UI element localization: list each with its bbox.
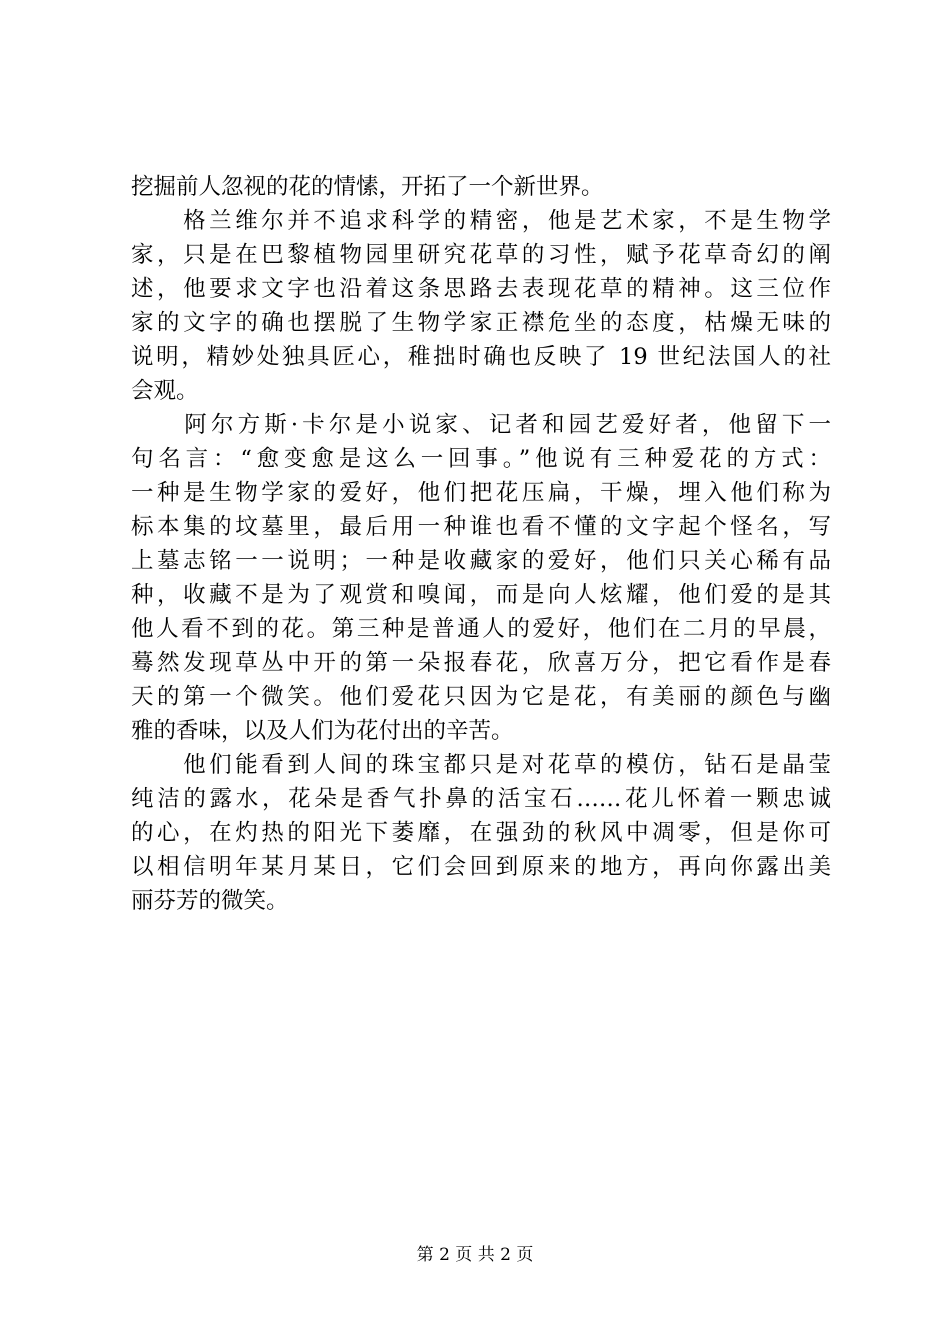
text-line: 家的文字的确也摆脱了生物学家正襟危坐的态度，枯燥无味的 xyxy=(131,310,831,336)
text-line: 蓦然发现草丛中开的第一朵报春花，欣喜万分，把它看作是春 xyxy=(131,650,831,676)
text-line: 标本集的坟墓里，最后用一种谁也看不懂的文字起个怪名，写 xyxy=(131,514,831,540)
page-footer: 第 2 页 共 2 页 xyxy=(416,1245,534,1265)
text-line: 上墓志铭一一说明；一种是收藏家的爱好，他们只关心稀有品 xyxy=(131,548,831,574)
text-line: 格兰维尔并不追求科学的精密，他是艺术家，不是生物学 xyxy=(131,208,831,234)
text-line: 述，他要求文字也沿着这条思路去表现花草的精神。这三位作 xyxy=(131,276,831,302)
text-line: 纯洁的露水，花朵是香气扑鼻的活宝石……花儿怀着一颗忠诚 xyxy=(131,786,831,812)
text-line: 以相信明年某月某日，它们会回到原来的地方，再向你露出美 xyxy=(131,854,831,880)
text-line: 会观。 xyxy=(131,378,199,404)
text-line: 说明，精妙处独具匠心，稚拙时确也反映了 19 世纪法国人的社 xyxy=(131,344,831,370)
text-line: 句名言：“愈变愈是这么一回事。”他说有三种爱花的方式： xyxy=(131,446,831,472)
text-line: 种，收藏不是为了观赏和嗅闻，而是向人炫耀，他们爱的是其 xyxy=(131,582,831,608)
text-line: 他人看不到的花。第三种是普通人的爱好，他们在二月的早晨， xyxy=(131,616,831,642)
text-line: 丽芬芳的微笑。 xyxy=(131,888,289,914)
text-line: 家，只是在巴黎植物园里研究花草的习性，赋予花草奇幻的阐 xyxy=(131,242,831,268)
text-line: 一种是生物学家的爱好，他们把花压扁，干燥，埋入他们称为 xyxy=(131,480,831,506)
text-line: 雅的香味，以及人们为花付出的辛苦。 xyxy=(131,718,514,744)
text-line: 他们能看到人间的珠宝都只是对花草的模仿，钻石是晶莹 xyxy=(131,752,831,778)
body-text xyxy=(131,170,831,918)
text-line: 的心，在灼热的阳光下萎靡，在强劲的秋风中凋零，但是你可 xyxy=(131,820,831,846)
text-line: 阿尔方斯·卡尔是小说家、记者和园艺爱好者，他留下一 xyxy=(131,412,831,438)
text-line: 天的第一个微笑。他们爱花只因为它是花，有美丽的颜色与幽 xyxy=(131,684,831,710)
text-line: 挖掘前人忽视的花的情愫，开拓了一个新世界。 xyxy=(131,174,604,200)
